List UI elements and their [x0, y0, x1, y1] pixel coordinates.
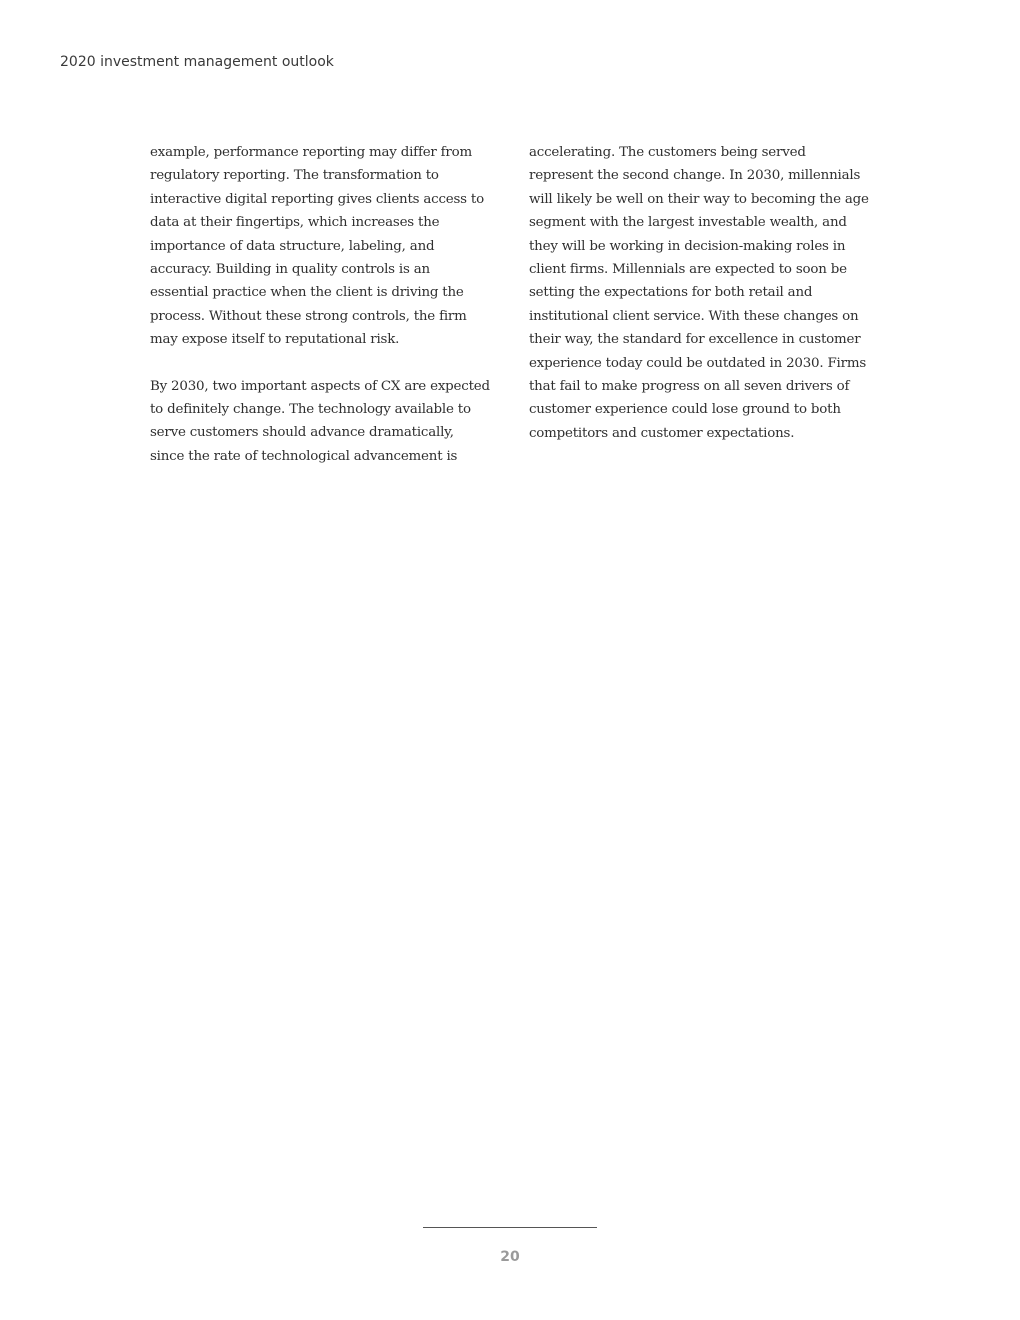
- footer-divider: [423, 1227, 597, 1228]
- running-header-title: 2020 investment management outlook: [60, 54, 334, 70]
- body-paragraph: accelerating. The customers being served represent the second change. In 2030, millennials will likely be well on their way to becoming the age segment with the largest investable wealth, and they will be working in decision-making roles in client firms. Millennials are expected to soon be setting the expectations for both retail and institutional client service. With these changes on their way, the standard for excellence in customer experience today could be outdated in 2030. Firms that fail to make progress on all seven drivers of customer experience could lose ground to both competitors and customer expectations.: [529, 145, 869, 441]
- body-paragraph: By 2030, two important aspects of CX are expected to definitely change. The technology available to serve customers should advance dramatically, since the rate of technological advancement is: [150, 378, 490, 464]
- body-column-right: [529, 141, 871, 468]
- body-column-left: [150, 141, 492, 491]
- page-number: 20: [500, 1249, 520, 1265]
- body-paragraph: example, performance reporting may differ from regulatory reporting. The transformation to interactive digital reporting gives clients access to data at their fingertips, which increases the importance of data structure, labeling, and accuracy. Building in quality controls is an essential practice when the client is driving the process. Without these strong controls, the firm may expose itself to reputational risk.: [150, 145, 484, 348]
